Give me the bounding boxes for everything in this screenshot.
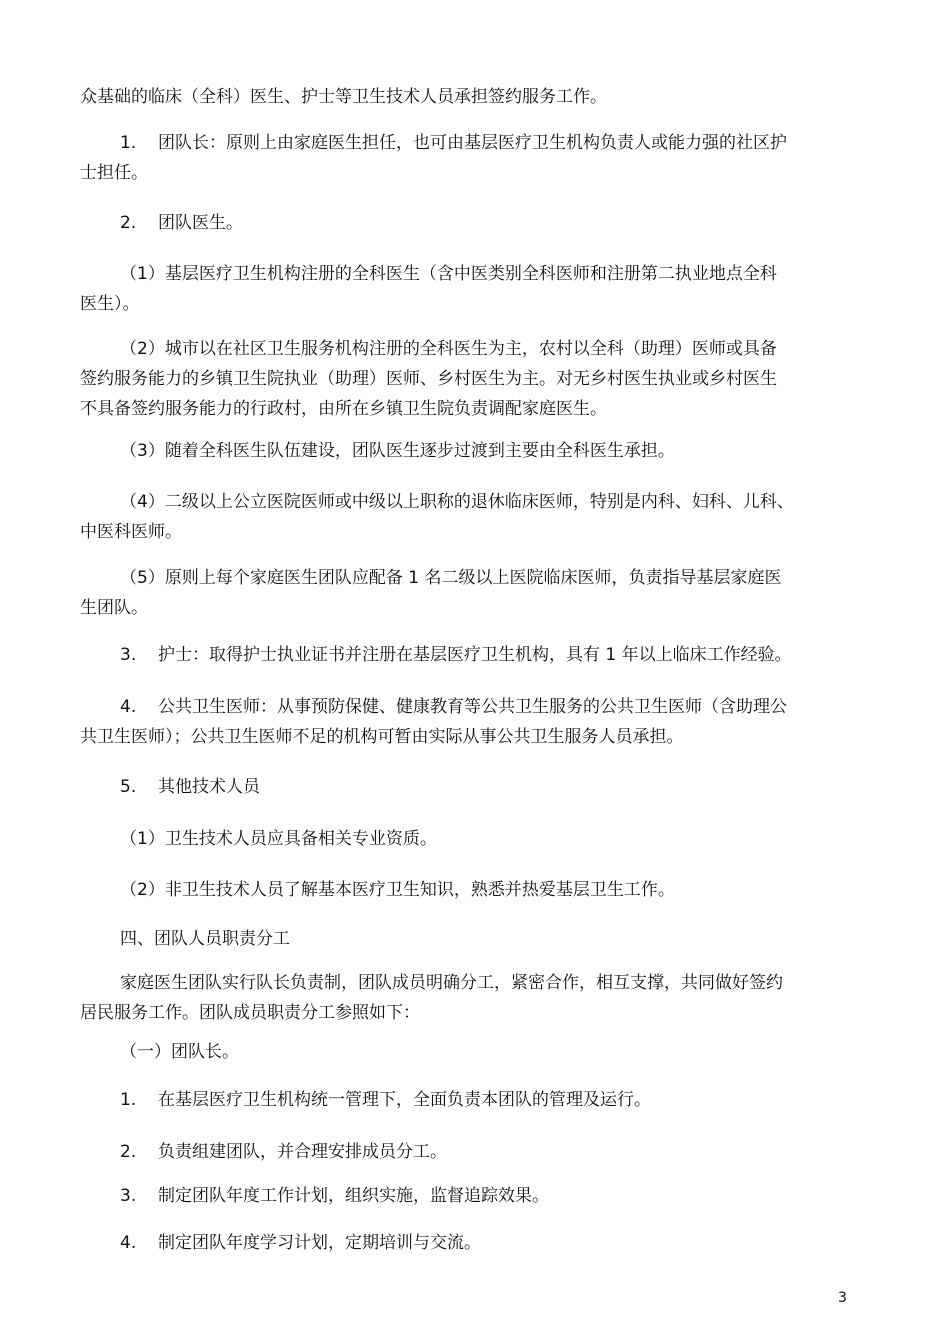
- list-number: 2.: [120, 1142, 137, 1162]
- paragraph-line: 其他技术人员: [158, 777, 260, 797]
- paragraph-line: （5）原则上每个家庭医生团队应配备 1 名二级以上医院临床医师，负责指导基层家庭医: [120, 568, 782, 588]
- duty-item-1: [80, 1085, 870, 1115]
- section-heading-duties: [80, 924, 870, 954]
- list-number: 3.: [120, 645, 137, 665]
- duty-item-4: [80, 1228, 870, 1258]
- list-item-team-leader: [80, 128, 870, 188]
- subsection-heading-team-leader: [80, 1037, 870, 1067]
- list-number: 1.: [120, 133, 137, 153]
- paragraph-line: （4）二级以上公立医院医师或中级以上职称的退休临床医师，特别是内科、妇科、儿科、: [120, 492, 794, 512]
- paragraph-line: 在基层医疗卫生机构统一管理下，全面负责本团队的管理及运行。: [158, 1090, 651, 1110]
- paragraph-line: 团队长：原则上由家庭医生担任，也可由基层医疗卫生机构负责人或能力强的社区护: [158, 133, 787, 153]
- paragraph-line: （2）城市以在社区卫生服务机构注册的全科医生为主，农村以全科（助理）医师或具备: [120, 339, 777, 359]
- list-number: 5.: [120, 777, 137, 797]
- paragraph-line: 签约服务能力的乡镇卫生院执业（助理）医师、乡村医生为主。对无乡村医生执业或乡村医生: [80, 369, 777, 389]
- list-item-nurse: [80, 640, 870, 670]
- paragraph-line: 士担任。: [80, 163, 148, 183]
- sub-item-2: [80, 334, 870, 424]
- paragraph-line: 负责组建团队，并合理安排成员分工。: [158, 1142, 447, 1162]
- paragraph-line: 团队医生。: [158, 213, 243, 233]
- subsection-heading-text: （一）团队长。: [120, 1042, 239, 1062]
- list-number: 2.: [120, 213, 137, 233]
- sub-item-technician-qualification: [80, 824, 870, 854]
- paragraph-line: （1）基层医疗卫生机构注册的全科医生（含中医类别全科医师和注册第二执业地点全科: [120, 264, 777, 284]
- paragraph-line: 家庭医生团队实行队长负责制，团队成员明确分工，紧密合作，相互支撑，共同做好签约: [120, 973, 783, 993]
- paragraph-line: 不具备签约服务能力的行政村，由所在乡镇卫生院负责调配家庭医生。: [80, 399, 607, 419]
- sub-item-4: [80, 487, 870, 547]
- duty-item-2: [80, 1137, 870, 1167]
- paragraph-line: 护士：取得护士执业证书并注册在基层医疗卫生机构，具有 1 年以上临床工作经验。: [158, 645, 792, 665]
- paragraph-line: （1）卫生技术人员应具备相关专业资质。: [120, 829, 437, 849]
- paragraph-line: （3）随着全科医生队伍建设，团队医生逐步过渡到主要由全科医生承担。: [120, 441, 675, 461]
- list-item-other-technicians: [80, 772, 870, 802]
- list-item-team-doctor: [80, 208, 870, 238]
- list-number: 3.: [120, 1186, 137, 1206]
- section-heading-text: 四、团队人员职责分工: [120, 929, 290, 949]
- list-number: 1.: [120, 1090, 137, 1110]
- paragraph-line: 居民服务工作。团队成员职责分工参照如下：: [80, 1003, 420, 1023]
- list-number: 4.: [120, 697, 137, 717]
- paragraph-line: 共卫生医师）；公共卫生医师不足的机构可暂由实际从事公共卫生服务人员承担。: [80, 727, 684, 747]
- paragraph-duties-intro: [80, 968, 870, 1028]
- page-number: 3: [838, 1290, 847, 1306]
- sub-item-non-technician: [80, 875, 870, 905]
- list-item-public-health-doctor: [80, 692, 870, 752]
- paragraph-line: 制定团队年度工作计划，组织实施，监督追踪效果。: [158, 1186, 549, 1206]
- paragraph-intro-continuation: [80, 82, 870, 112]
- list-number: 4.: [120, 1233, 137, 1253]
- paragraph-line: 医生）。: [80, 294, 140, 314]
- sub-item-5: [80, 563, 870, 623]
- paragraph-line: 公共卫生医师：从事预防保健、健康教育等公共卫生服务的公共卫生医师（含助理公: [158, 697, 787, 717]
- paragraph-line: 生团队。: [80, 598, 148, 618]
- duty-item-3: [80, 1181, 870, 1211]
- paragraph-line: （2）非卫生技术人员了解基本医疗卫生知识，熟悉并热爱基层卫生工作。: [120, 880, 675, 900]
- paragraph-line: 制定团队年度学习计划，定期培训与交流。: [158, 1233, 481, 1253]
- sub-item-3: [80, 436, 870, 466]
- paragraph-line: 中医科医师。: [80, 522, 182, 542]
- sub-item-1: [80, 259, 870, 319]
- paragraph-line: 众基础的临床（全科）医生、护士等卫生技术人员承担签约服务工作。: [80, 87, 607, 107]
